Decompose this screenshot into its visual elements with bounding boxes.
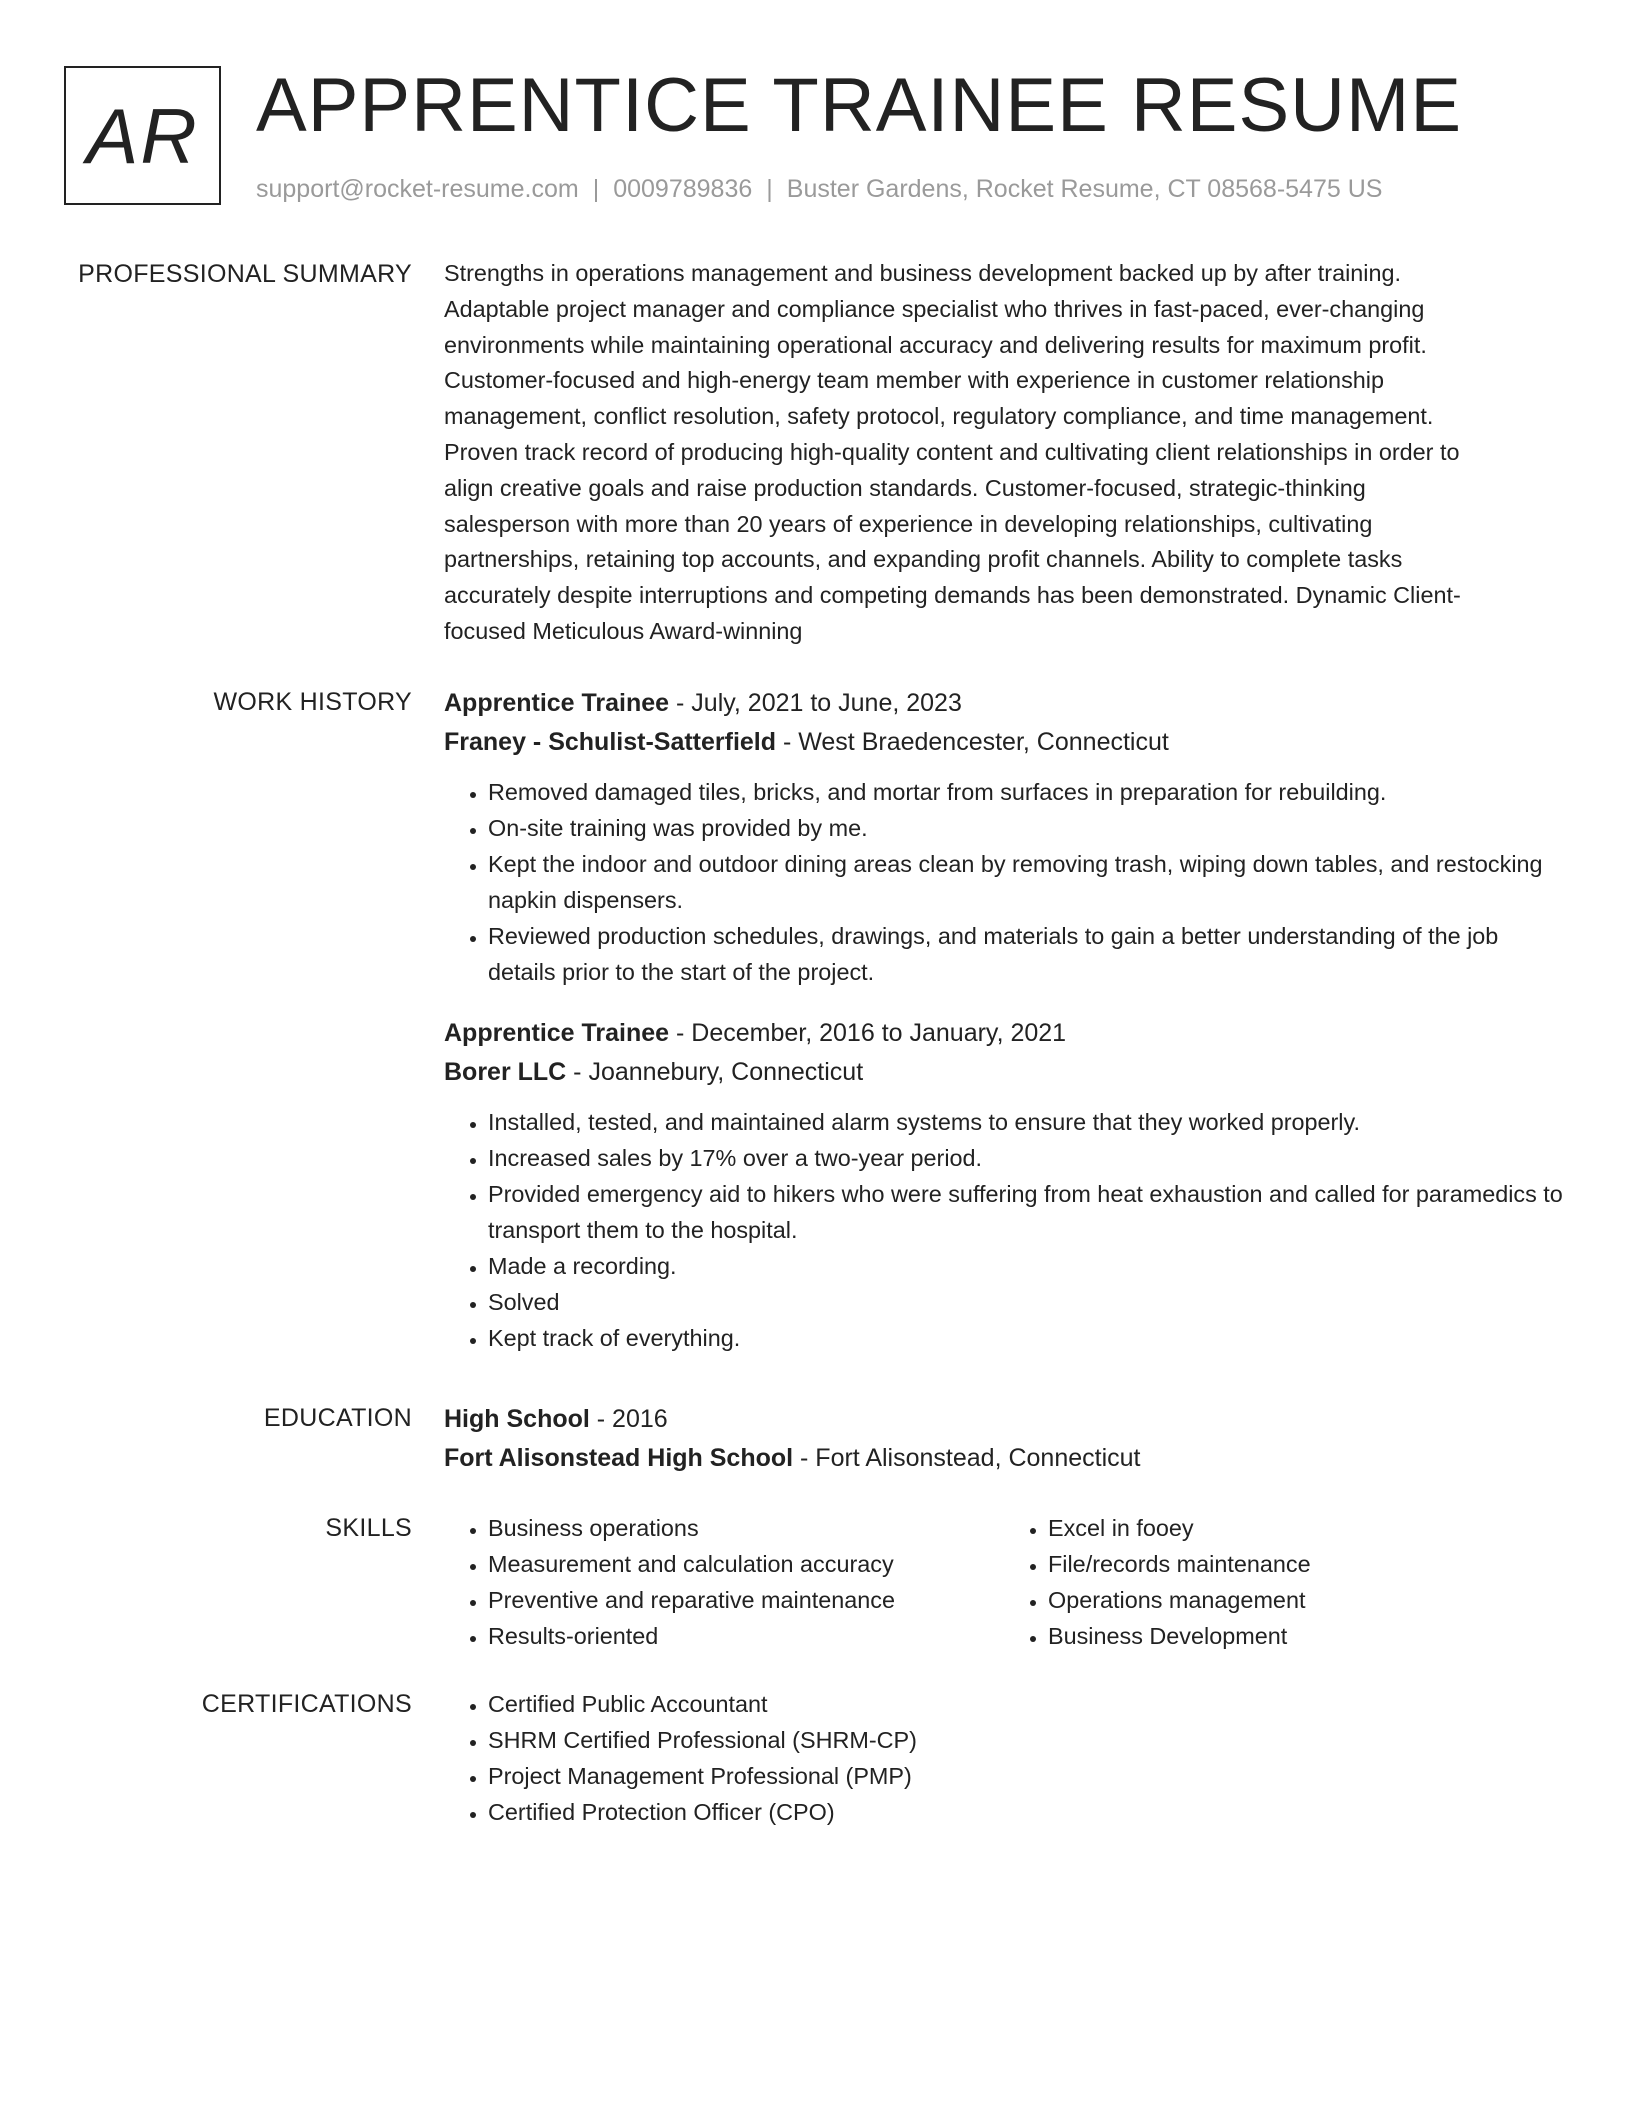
summary-line: Customer-focused and high-energy team member with experience in customer relationship (444, 367, 1384, 394)
skills-list-left (444, 1510, 1004, 1654)
education-degree-line (444, 1400, 1564, 1439)
contact-separator: | (592, 175, 600, 203)
summary-line: Proven track record of producing high-quality content and cultivating client relationships in order to (444, 438, 1460, 465)
certification-item: • Certified Protection Officer (CPO) (488, 1794, 1564, 1830)
job-bullets (444, 774, 1564, 990)
resume-title: APPRENTICE TRAINEE RESUME (256, 63, 1463, 148)
education-school-line (444, 1439, 1564, 1478)
summary-line: align creative goals and raise production standards. Customer-focused, strategic-thinking (444, 474, 1366, 501)
job-title-line (444, 684, 1564, 723)
certifications-list (444, 1686, 1564, 1830)
certification-item: • Certified Public Accountant (488, 1686, 1564, 1722)
education-school: Fort Alisonstead High School (444, 1444, 794, 1472)
contact-line (256, 174, 1382, 204)
skill-item: • Business operations (488, 1510, 1004, 1546)
education-year: - 2016 (589, 1405, 668, 1433)
skill-item: • Measurement and calculation accuracy (488, 1546, 1004, 1582)
work-history-content (444, 684, 1564, 1356)
contact-separator: | (766, 175, 773, 203)
job-title: Apprentice Trainee (444, 689, 670, 717)
job-bullet: • Reviewed production schedules, drawings, and materials to gain a better understanding of the job details prior to the start of the project. (488, 918, 1564, 990)
summary-line: management, conflict resolution, safety protocol, regulatory compliance, and time management. (444, 403, 1434, 430)
skill-item: • Business Development (1048, 1618, 1564, 1654)
job-bullet: • Increased sales by 17% over a two-year period. (488, 1140, 1564, 1176)
education-location: - Fort Alisonstead, Connecticut (793, 1444, 1141, 1472)
summary-line: partnerships, retaining top accounts, and expanding profit channels. Ability to complete tasks (444, 546, 1403, 573)
monogram-initials: AR (86, 91, 199, 180)
job-entry (444, 1014, 1564, 1356)
certification-item: • SHRM Certified Professional (SHRM-CP) (488, 1722, 1564, 1758)
skill-item: • Results-oriented (488, 1618, 1004, 1654)
job-bullet: • Kept the indoor and outdoor dining areas clean by removing trash, wiping down tables, and restocking napkin dispensers. (488, 846, 1564, 918)
certifications-content (444, 1686, 1564, 1830)
monogram-box (64, 66, 221, 205)
skills-content (444, 1510, 1564, 1654)
job-bullet: • Solved (488, 1284, 1564, 1320)
section-label-skills: SKILLS (325, 1514, 412, 1542)
summary-line: Adaptable project manager and compliance specialist who thrives in fast-paced, ever-changing (444, 295, 1425, 322)
skill-item: • Operations management (1048, 1582, 1564, 1618)
job-dates: - December, 2016 to January, 2021 (669, 1019, 1067, 1047)
job-company-line (444, 723, 1564, 762)
job-title-line (444, 1014, 1564, 1053)
contact-phone: 0009789836 (613, 175, 753, 203)
section-label-education: EDUCATION (263, 1404, 412, 1432)
job-location: - West Braedencester, Connecticut (776, 728, 1169, 756)
summary-line: accurately despite interruptions and competing demands has been demonstrated. Dynamic Client- (444, 582, 1461, 609)
summary-line: focused Meticulous Award-winning (444, 617, 803, 644)
summary-content (444, 256, 1564, 650)
resume-header (64, 63, 1592, 216)
job-bullet: • On-site training was provided by me. (488, 810, 1564, 846)
job-bullet: • Made a recording. (488, 1248, 1564, 1284)
job-company: Borer LLC (444, 1058, 567, 1086)
job-bullet: • Installed, tested, and maintained alarm systems to ensure that they worked properly. (488, 1104, 1564, 1140)
job-location: - Joannebury, Connecticut (566, 1058, 864, 1086)
job-entry (444, 684, 1564, 990)
job-company: Franey - Schulist-Satterfield (444, 728, 777, 756)
skill-item: • Preventive and reparative maintenance (488, 1582, 1004, 1618)
summary-line: Strengths in operations management and business development backed up by after training. (444, 260, 1402, 286)
skill-item: • Excel in fooey (1048, 1510, 1564, 1546)
section-label-summary: PROFESSIONAL SUMMARY (78, 260, 412, 288)
skills-list-right (1004, 1510, 1564, 1654)
certification-item: • Project Management Professional (PMP) (488, 1758, 1564, 1794)
contact-address: Buster Gardens, Rocket Resume, CT 08568-5475 US (786, 175, 1383, 203)
job-bullets (444, 1104, 1564, 1356)
summary-line: salesperson with more than 20 years of experience in developing relationships, cultivating (444, 510, 1373, 537)
job-bullet: • Kept track of everything. (488, 1320, 1564, 1356)
job-title: Apprentice Trainee (444, 1019, 670, 1047)
job-company-line (444, 1053, 1564, 1092)
job-bullet: • Removed damaged tiles, bricks, and mortar from surfaces in preparation for rebuilding. (488, 774, 1564, 810)
education-content (444, 1400, 1564, 1478)
skill-item: • File/records maintenance (1048, 1546, 1564, 1582)
summary-line: environments while maintaining operational accuracy and delivering results for maximum profit. (444, 331, 1427, 358)
contact-email: support@rocket-resume.com (256, 175, 579, 203)
summary-text (444, 256, 1564, 650)
job-dates: - July, 2021 to June, 2023 (669, 689, 962, 717)
section-label-certifications: CERTIFICATIONS (201, 1690, 412, 1718)
job-bullet: • Provided emergency aid to hikers who were suffering from heat exhaustion and called for paramedics to transport them to the hospital. (488, 1176, 1564, 1248)
education-degree: High School (444, 1405, 590, 1433)
section-label-work-history: WORK HISTORY (213, 688, 412, 716)
